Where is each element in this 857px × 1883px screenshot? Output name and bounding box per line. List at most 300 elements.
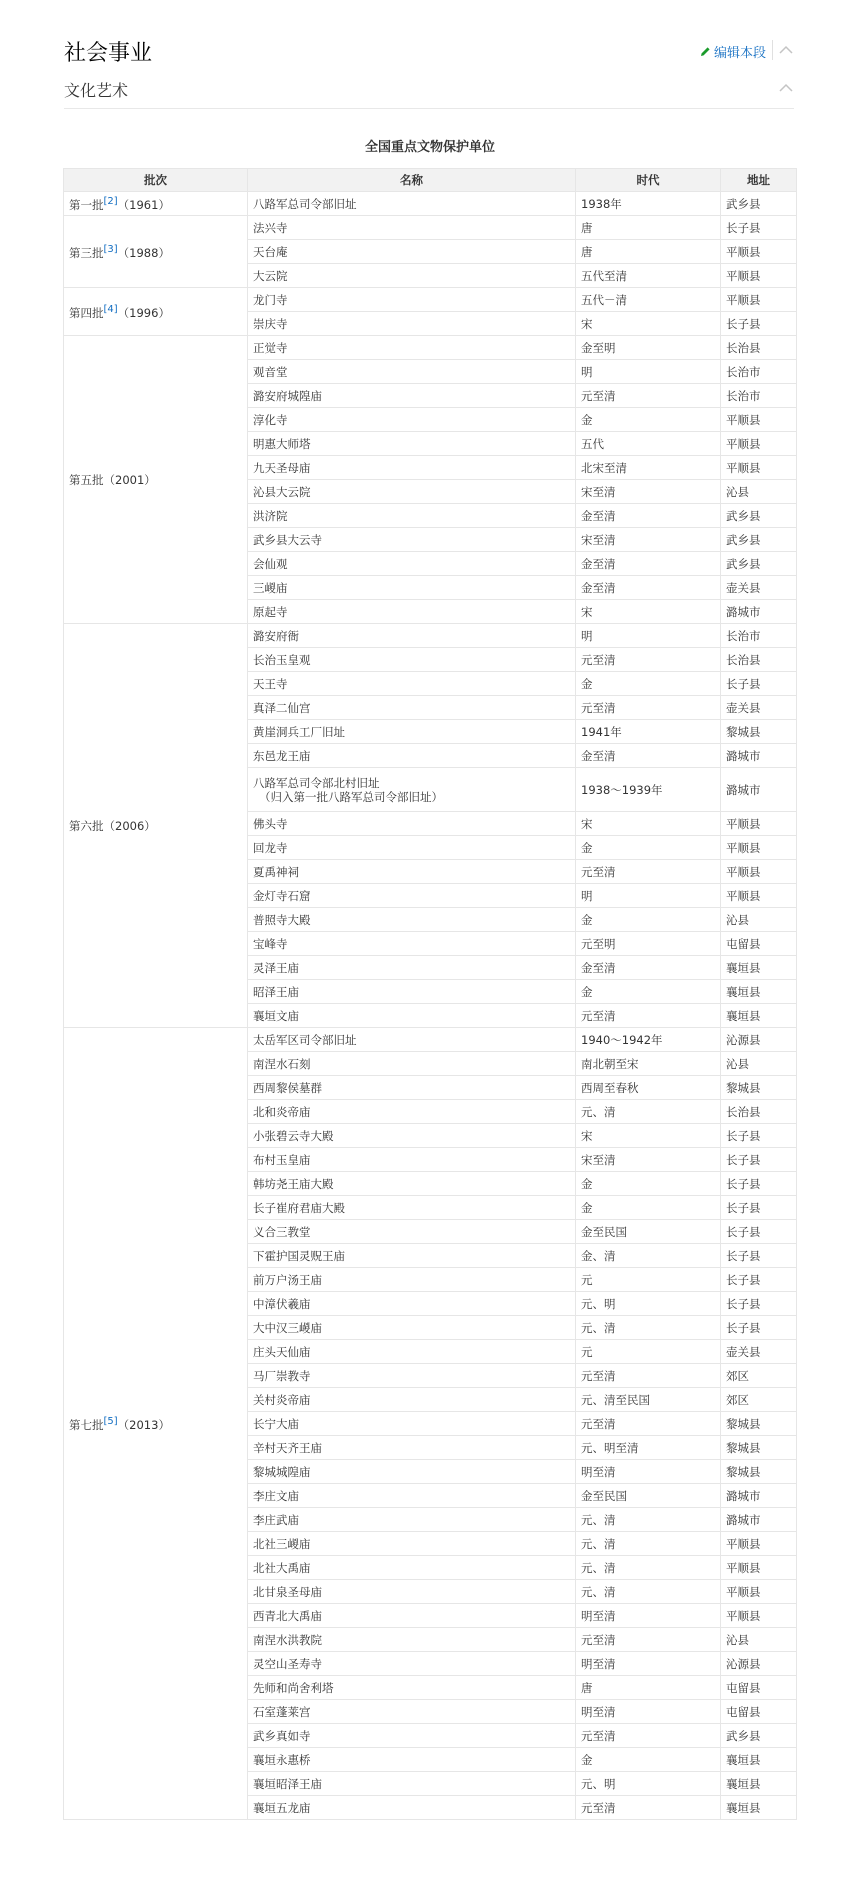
site-name-cell [248,240,576,264]
column-header-location: 地址 [721,169,797,192]
batch-cell [64,336,248,624]
era-cell: 金 [576,408,721,432]
site-name: 北社三嵕庙 [253,1536,311,1551]
site-name: 武乡县大云寺 [253,532,322,547]
location-cell: 武乡县 [721,528,797,552]
era-cell: 明至清 [576,1700,721,1724]
site-name: 武乡真如寺 [253,1728,311,1743]
site-name: 明惠大师塔 [253,436,311,451]
location-cell: 襄垣县 [721,1004,797,1028]
site-name-cell [248,1004,576,1028]
era-cell: 元至清 [576,1724,721,1748]
reference-link[interactable]: [5] [103,1416,118,1427]
site-name: 前万户汤王庙 [253,1272,322,1287]
edit-section-label: 编辑本段 [713,46,766,61]
site-name-cell [248,1220,576,1244]
heritage-sites-table [63,168,797,1820]
site-name-cell [248,1148,576,1172]
site-name-cell [248,744,576,768]
location-cell: 长子县 [721,1172,797,1196]
era-cell: 金 [576,1748,721,1772]
site-name-cell [248,1028,576,1052]
location-cell: 武乡县 [721,552,797,576]
location-cell: 长子县 [721,1292,797,1316]
site-name-cell [248,1196,576,1220]
era-cell: 元、清 [576,1100,721,1124]
location-cell: 郊区 [721,1364,797,1388]
collapse-section-button[interactable] [778,42,794,58]
site-name-cell [248,288,576,312]
location-cell: 平顺县 [721,264,797,288]
table-row [64,216,797,240]
site-name-cell [248,576,576,600]
batch-year: （2006） [103,818,156,833]
site-name: 长治玉皇观 [253,652,311,667]
location-cell: 长子县 [721,216,797,240]
site-name-cell [248,1172,576,1196]
site-name: 义合三教堂 [253,1224,311,1239]
location-cell: 长子县 [721,312,797,336]
era-cell: 南北朝至宋 [576,1052,721,1076]
site-name: 金灯寺石窟 [253,888,311,903]
location-cell: 壶关县 [721,696,797,720]
era-cell: 五代 [576,432,721,456]
site-name: 南涅水石刻 [253,1056,311,1071]
site-name: 大中汉三嵕庙 [253,1320,322,1335]
site-name: 长宁大庙 [253,1416,299,1431]
site-name: 李庄武庙 [253,1512,299,1527]
location-cell: 襄垣县 [721,956,797,980]
location-cell: 潞城市 [721,744,797,768]
era-cell: 金至清 [576,552,721,576]
location-cell: 黎城县 [721,1412,797,1436]
era-cell: 西周至春秋 [576,1076,721,1100]
site-name-cell [248,1364,576,1388]
era-cell: 明 [576,360,721,384]
site-name-cell [248,908,576,932]
reference-link[interactable]: [2] [103,196,118,207]
location-cell: 长治县 [721,336,797,360]
location-cell: 平顺县 [721,884,797,908]
site-name-cell [248,932,576,956]
column-header-name: 名称 [248,169,576,192]
site-name: 淳化寺 [253,412,288,427]
site-name-cell [248,1796,576,1820]
site-name: 九天圣母庙 [253,460,311,475]
location-cell: 长子县 [721,1124,797,1148]
batch-year: （1996） [117,306,170,320]
location-cell: 长子县 [721,1220,797,1244]
era-cell: 元、清 [576,1532,721,1556]
location-cell: 平顺县 [721,812,797,836]
location-cell: 武乡县 [721,1724,797,1748]
site-name-cell [248,1532,576,1556]
era-cell: 元 [576,1268,721,1292]
site-name: 下霍护国灵贶王庙 [253,1248,345,1263]
site-name-cell [248,1052,576,1076]
era-cell: 五代－清 [576,288,721,312]
site-name-cell [248,1292,576,1316]
site-name: 正觉寺 [253,340,288,355]
location-cell: 襄垣县 [721,1796,797,1820]
era-cell: 北宋至清 [576,456,721,480]
era-cell: 元至清 [576,1412,721,1436]
location-cell: 屯留县 [721,932,797,956]
site-name-cell [248,1676,576,1700]
location-cell: 屯留县 [721,1676,797,1700]
site-name: 辛村天齐王庙 [253,1440,322,1455]
site-name: 襄垣文庙 [253,1008,299,1023]
location-cell: 黎城县 [721,720,797,744]
divider [772,40,773,60]
location-cell: 沁县 [721,480,797,504]
site-name: 真泽二仙宫 [253,700,311,715]
location-cell: 长子县 [721,1244,797,1268]
location-cell: 武乡县 [721,504,797,528]
era-cell: 金至清 [576,744,721,768]
era-cell: 五代至清 [576,264,721,288]
era-cell: 元至清 [576,648,721,672]
site-name-cell [248,1652,576,1676]
era-cell: 明至清 [576,1604,721,1628]
site-name-cell [248,768,576,812]
era-cell: 金至民国 [576,1220,721,1244]
location-cell: 平顺县 [721,408,797,432]
location-cell: 平顺县 [721,1604,797,1628]
era-cell: 元、清至民国 [576,1388,721,1412]
site-name: 中漳伏羲庙 [253,1296,311,1311]
site-name-cell [248,264,576,288]
site-name-cell [248,696,576,720]
site-name: 沁县大云院 [253,484,311,499]
era-cell: 明 [576,624,721,648]
location-cell: 平顺县 [721,288,797,312]
site-name: 北甘泉圣母庙 [253,1584,322,1599]
site-name-cell [248,1724,576,1748]
era-cell: 金至清 [576,504,721,528]
batch-cell [64,1028,248,1820]
era-cell: 唐 [576,240,721,264]
site-name: 黎城城隍庙 [253,1464,311,1479]
era-cell: 元至明 [576,932,721,956]
table-body [64,192,797,1820]
era-cell: 元至清 [576,696,721,720]
site-name-cell [248,384,576,408]
location-cell: 长子县 [721,1196,797,1220]
batch-label: 第三批 [69,246,104,260]
location-cell: 长治市 [721,360,797,384]
location-cell: 长治市 [721,624,797,648]
site-name: 潞安府城隍庙 [253,388,322,403]
site-name: 灵空山圣寿寺 [253,1656,322,1671]
site-name-cell [248,1484,576,1508]
reference-link[interactable]: [3] [103,244,118,255]
era-cell: 唐 [576,216,721,240]
site-name: 长子崔府君庙大殿 [253,1200,345,1215]
era-cell: 元、清 [576,1508,721,1532]
site-name-cell [248,1244,576,1268]
location-cell: 郊区 [721,1388,797,1412]
site-name: 天王寺 [253,676,288,691]
pencil-icon [700,46,711,57]
location-cell: 襄垣县 [721,980,797,1004]
batch-year: （2013） [117,1418,170,1432]
era-cell: 元至清 [576,1796,721,1820]
site-name: 先师和尚舍利塔 [253,1680,334,1695]
site-name: 石室蓬莱宫 [253,1704,311,1719]
site-name: 昭泽王庙 [253,984,299,999]
era-cell: 金 [576,980,721,1004]
location-cell: 沁源县 [721,1028,797,1052]
table-caption: 全国重点文物保护单位 [364,140,495,155]
site-name-cell [248,552,576,576]
batch-label: 第一批 [69,198,104,212]
era-cell: 金至清 [576,576,721,600]
era-cell: 元至清 [576,860,721,884]
location-cell: 黎城县 [721,1076,797,1100]
site-name-cell [248,456,576,480]
location-cell: 沁县 [721,1628,797,1652]
collapse-subsection-button[interactable] [778,80,794,96]
location-cell: 壶关县 [721,1340,797,1364]
location-cell: 平顺县 [721,456,797,480]
site-name-cell [248,1436,576,1460]
era-cell: 元、明 [576,1292,721,1316]
era-cell: 金 [576,908,721,932]
site-name-cell [248,884,576,908]
site-name-cell [248,672,576,696]
era-cell: 元至清 [576,1004,721,1028]
era-cell: 明至清 [576,1652,721,1676]
location-cell: 黎城县 [721,1436,797,1460]
site-name: 原起寺 [253,604,288,619]
chevron-up-icon [778,42,794,58]
column-header-era: 时代 [576,169,721,192]
site-name: 宝峰寺 [253,936,288,951]
era-cell: 金 [576,1196,721,1220]
location-cell: 长治县 [721,648,797,672]
site-name-cell [248,624,576,648]
table-row [64,1028,797,1052]
column-header-batch: 批次 [64,169,248,192]
location-cell: 长子县 [721,1316,797,1340]
era-cell: 金 [576,836,721,860]
era-cell: 宋 [576,312,721,336]
era-cell: 1941年 [576,720,721,744]
location-cell: 沁县 [721,908,797,932]
site-name: 庄头天仙庙 [253,1344,311,1359]
location-cell: 长治县 [721,1100,797,1124]
era-cell: 元、清 [576,1556,721,1580]
site-name: 李庄文庙 [253,1488,299,1503]
site-name-cell [248,480,576,504]
site-name: 灵泽王庙 [253,960,299,975]
site-name: 西青北大禹庙 [253,1608,322,1623]
era-cell: 元、明至清 [576,1436,721,1460]
era-cell: 宋至清 [576,1148,721,1172]
location-cell: 潞城市 [721,768,797,812]
site-name: 八路军总司令部北村旧址 [253,775,380,790]
site-name-cell [248,528,576,552]
site-name: 南涅水洪教院 [253,1632,322,1647]
location-cell: 襄垣县 [721,1748,797,1772]
site-name-cell [248,336,576,360]
site-name: 韩坊尧王庙大殿 [253,1176,334,1191]
era-cell: 明 [576,884,721,908]
location-cell: 黎城县 [721,1460,797,1484]
batch-cell [64,288,248,336]
site-name-cell [248,1508,576,1532]
site-name: 天台庵 [253,244,288,259]
location-cell: 平顺县 [721,432,797,456]
location-cell: 平顺县 [721,1556,797,1580]
site-name: 襄垣昭泽王庙 [253,1776,322,1791]
site-name: 马厂崇教寺 [253,1368,311,1383]
site-name-cell [248,1772,576,1796]
site-name: 西周黎侯墓群 [253,1080,322,1095]
site-name: 关村炎帝庙 [253,1392,311,1407]
batch-label: 第四批 [69,306,104,320]
site-name: 会仙观 [253,556,288,571]
site-name: 法兴寺 [253,220,288,235]
table-row [64,192,797,216]
era-cell: 唐 [576,1676,721,1700]
site-name-cell [248,1076,576,1100]
era-cell: 1940～1942年 [576,1028,721,1052]
site-name-cell [248,312,576,336]
location-cell: 平顺县 [721,860,797,884]
era-cell: 元、明 [576,1772,721,1796]
site-name: 夏禹神祠 [253,864,299,879]
edit-section-link[interactable] [700,42,766,61]
era-cell: 元 [576,1340,721,1364]
era-cell: 金至民国 [576,1484,721,1508]
site-name: 东邑龙王庙 [253,748,311,763]
chevron-up-icon [778,80,794,96]
location-cell: 沁源县 [721,1652,797,1676]
site-name: 三嵕庙 [253,580,288,595]
location-cell: 沁县 [721,1052,797,1076]
site-name: 太岳军区司令部旧址 [253,1032,357,1047]
site-name: 小张碧云寺大殿 [253,1128,334,1143]
site-name-cell [248,1580,576,1604]
site-name: 洪济院 [253,508,288,523]
era-cell: 宋至清 [576,480,721,504]
table-row [64,288,797,312]
batch-year: （1961） [117,198,170,212]
site-name: 龙门寺 [253,292,288,307]
site-name-cell [248,1604,576,1628]
site-name-note: （归入第一批八路军总司令部旧址） [259,789,443,804]
site-name-cell [248,860,576,884]
site-name-cell [248,216,576,240]
era-cell: 元至清 [576,384,721,408]
site-name-cell [248,1268,576,1292]
site-name: 北社大禹庙 [253,1560,311,1575]
subsection-title: 文化艺术 [64,81,129,100]
site-name-cell [248,1700,576,1724]
site-name: 襄垣永惠桥 [253,1752,311,1767]
site-name: 大云院 [253,268,288,283]
site-name-cell [248,1748,576,1772]
location-cell: 潞城市 [721,1484,797,1508]
site-name: 潞安府衙 [253,628,299,643]
location-cell: 武乡县 [721,192,797,216]
site-name: 佛头寺 [253,816,288,831]
site-name: 襄垣五龙庙 [253,1800,311,1815]
batch-year: （1988） [117,246,170,260]
site-name: 崇庆寺 [253,316,288,331]
location-cell: 屯留县 [721,1700,797,1724]
batch-year: （2001） [103,472,156,487]
location-cell: 平顺县 [721,1532,797,1556]
site-name-cell [248,1100,576,1124]
site-name: 观音堂 [253,364,288,379]
site-name-cell [248,1340,576,1364]
site-name-cell [248,720,576,744]
site-name-cell [248,408,576,432]
era-cell: 宋 [576,600,721,624]
section-header [64,34,794,68]
table-header-row [64,169,797,192]
era-cell: 1938年 [576,192,721,216]
location-cell: 襄垣县 [721,1772,797,1796]
site-name-cell [248,360,576,384]
era-cell: 宋 [576,812,721,836]
batch-label: 第六批 [69,818,104,833]
site-name-cell [248,812,576,836]
site-name-cell [248,1628,576,1652]
site-name-cell [248,980,576,1004]
site-name-cell [248,836,576,860]
site-name-cell [248,1124,576,1148]
site-name-cell [248,1388,576,1412]
batch-cell [64,216,248,288]
site-name: 北和炎帝庙 [253,1104,311,1119]
era-cell: 元至清 [576,1364,721,1388]
site-name-cell [248,1316,576,1340]
site-name: 黄崖洞兵工厂旧址 [253,724,345,739]
batch-label: 第五批 [69,472,104,487]
batch-cell [64,192,248,216]
location-cell: 长子县 [721,1148,797,1172]
era-cell: 金至明 [576,336,721,360]
location-cell: 平顺县 [721,240,797,264]
site-name: 普照寺大殿 [253,912,311,927]
site-name-cell [248,192,576,216]
era-cell: 宋至清 [576,528,721,552]
site-name-cell [248,432,576,456]
era-cell: 明至清 [576,1460,721,1484]
location-cell: 潞城市 [721,1508,797,1532]
location-cell: 长子县 [721,672,797,696]
location-cell: 壶关县 [721,576,797,600]
batch-cell [64,624,248,1028]
location-cell: 长子县 [721,1268,797,1292]
era-cell: 金 [576,1172,721,1196]
location-cell: 长治市 [721,384,797,408]
section-title: 社会事业 [64,41,153,66]
location-cell: 平顺县 [721,836,797,860]
site-name-cell [248,600,576,624]
era-cell: 1938～1939年 [576,768,721,812]
site-name-cell [248,504,576,528]
reference-link[interactable]: [4] [103,304,118,315]
era-cell: 金、清 [576,1244,721,1268]
site-name: 布村玉皇庙 [253,1152,311,1167]
location-cell: 平顺县 [721,1580,797,1604]
era-cell: 宋 [576,1124,721,1148]
